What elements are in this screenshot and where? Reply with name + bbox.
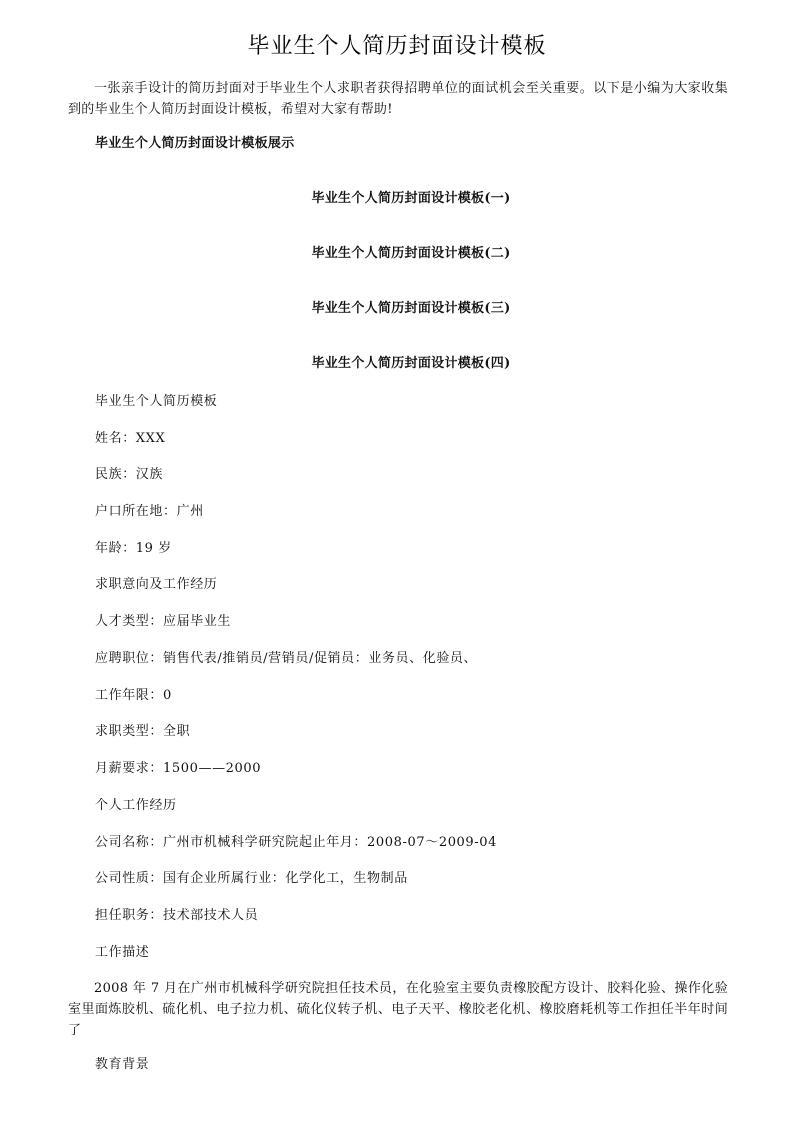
work-description-paragraph: 2008 年 7 月在广州市机械科学研究院担任技术员，在化验室主要负责橡胶配方设计、胶料化验、操作化验室里面炼胶机、硫化机、电子拉力机、硫化仪转子机、电子天平、橡胶老化机、橡胶磨耗机等工作担任半年时间了: [68, 981, 728, 1038]
resume-line-job-type: 求职类型：全职: [95, 724, 191, 739]
template-heading-4: 毕业生个人简历封面设计模板(四): [311, 356, 511, 371]
template-heading-3: 毕业生个人简历封面设计模板(三): [311, 301, 511, 316]
education-heading: 教育背景: [95, 1057, 150, 1072]
resume-line-role: 担任职务：技术部技术人员: [95, 908, 259, 923]
resume-line-salary: 月薪要求：1500——2000: [95, 761, 262, 776]
resume-line-years: 工作年限：0: [95, 688, 172, 703]
resume-line-name: 姓名：XXX: [95, 431, 166, 446]
template-heading-1: 毕业生个人简历封面设计模板(一): [311, 191, 511, 206]
resume-line-company: 公司名称：广州市机械科学研究院起止年月：2008-07～2009-04: [95, 835, 498, 850]
page-title: 毕业生个人简历封面设计模板: [247, 34, 547, 59]
resume-line-company-nature: 公司性质：国有企业所属行业：化学化工，生物制品: [95, 871, 408, 886]
resume-line-position: 应聘职位：销售代表/推销员/营销员/促销员：业务员、化验员、: [95, 651, 478, 666]
resume-line-template: 毕业生个人简历模板: [95, 394, 218, 409]
resume-line-job-intention: 求职意向及工作经历: [95, 577, 218, 592]
resume-line-work-history: 个人工作经历: [95, 798, 177, 813]
resume-line-ethnicity: 民族：汉族: [95, 467, 164, 482]
intro-paragraph: 一张亲手设计的简历封面对于毕业生个人求职者获得招聘单位的面试机会至关重要。以下是小编为大家收集到的毕业生个人简历封面设计模板，希望对大家有帮助!: [68, 81, 728, 117]
template-heading-2: 毕业生个人简历封面设计模板(二): [311, 246, 511, 261]
showcase-heading: 毕业生个人简历封面设计模板展示: [95, 136, 295, 151]
resume-line-age: 年龄：19 岁: [95, 541, 172, 556]
resume-line-talent-type: 人才类型：应届毕业生: [95, 614, 232, 629]
resume-line-work-description-heading: 工作描述: [95, 945, 150, 960]
resume-line-residence: 户口所在地：广州: [95, 504, 204, 519]
